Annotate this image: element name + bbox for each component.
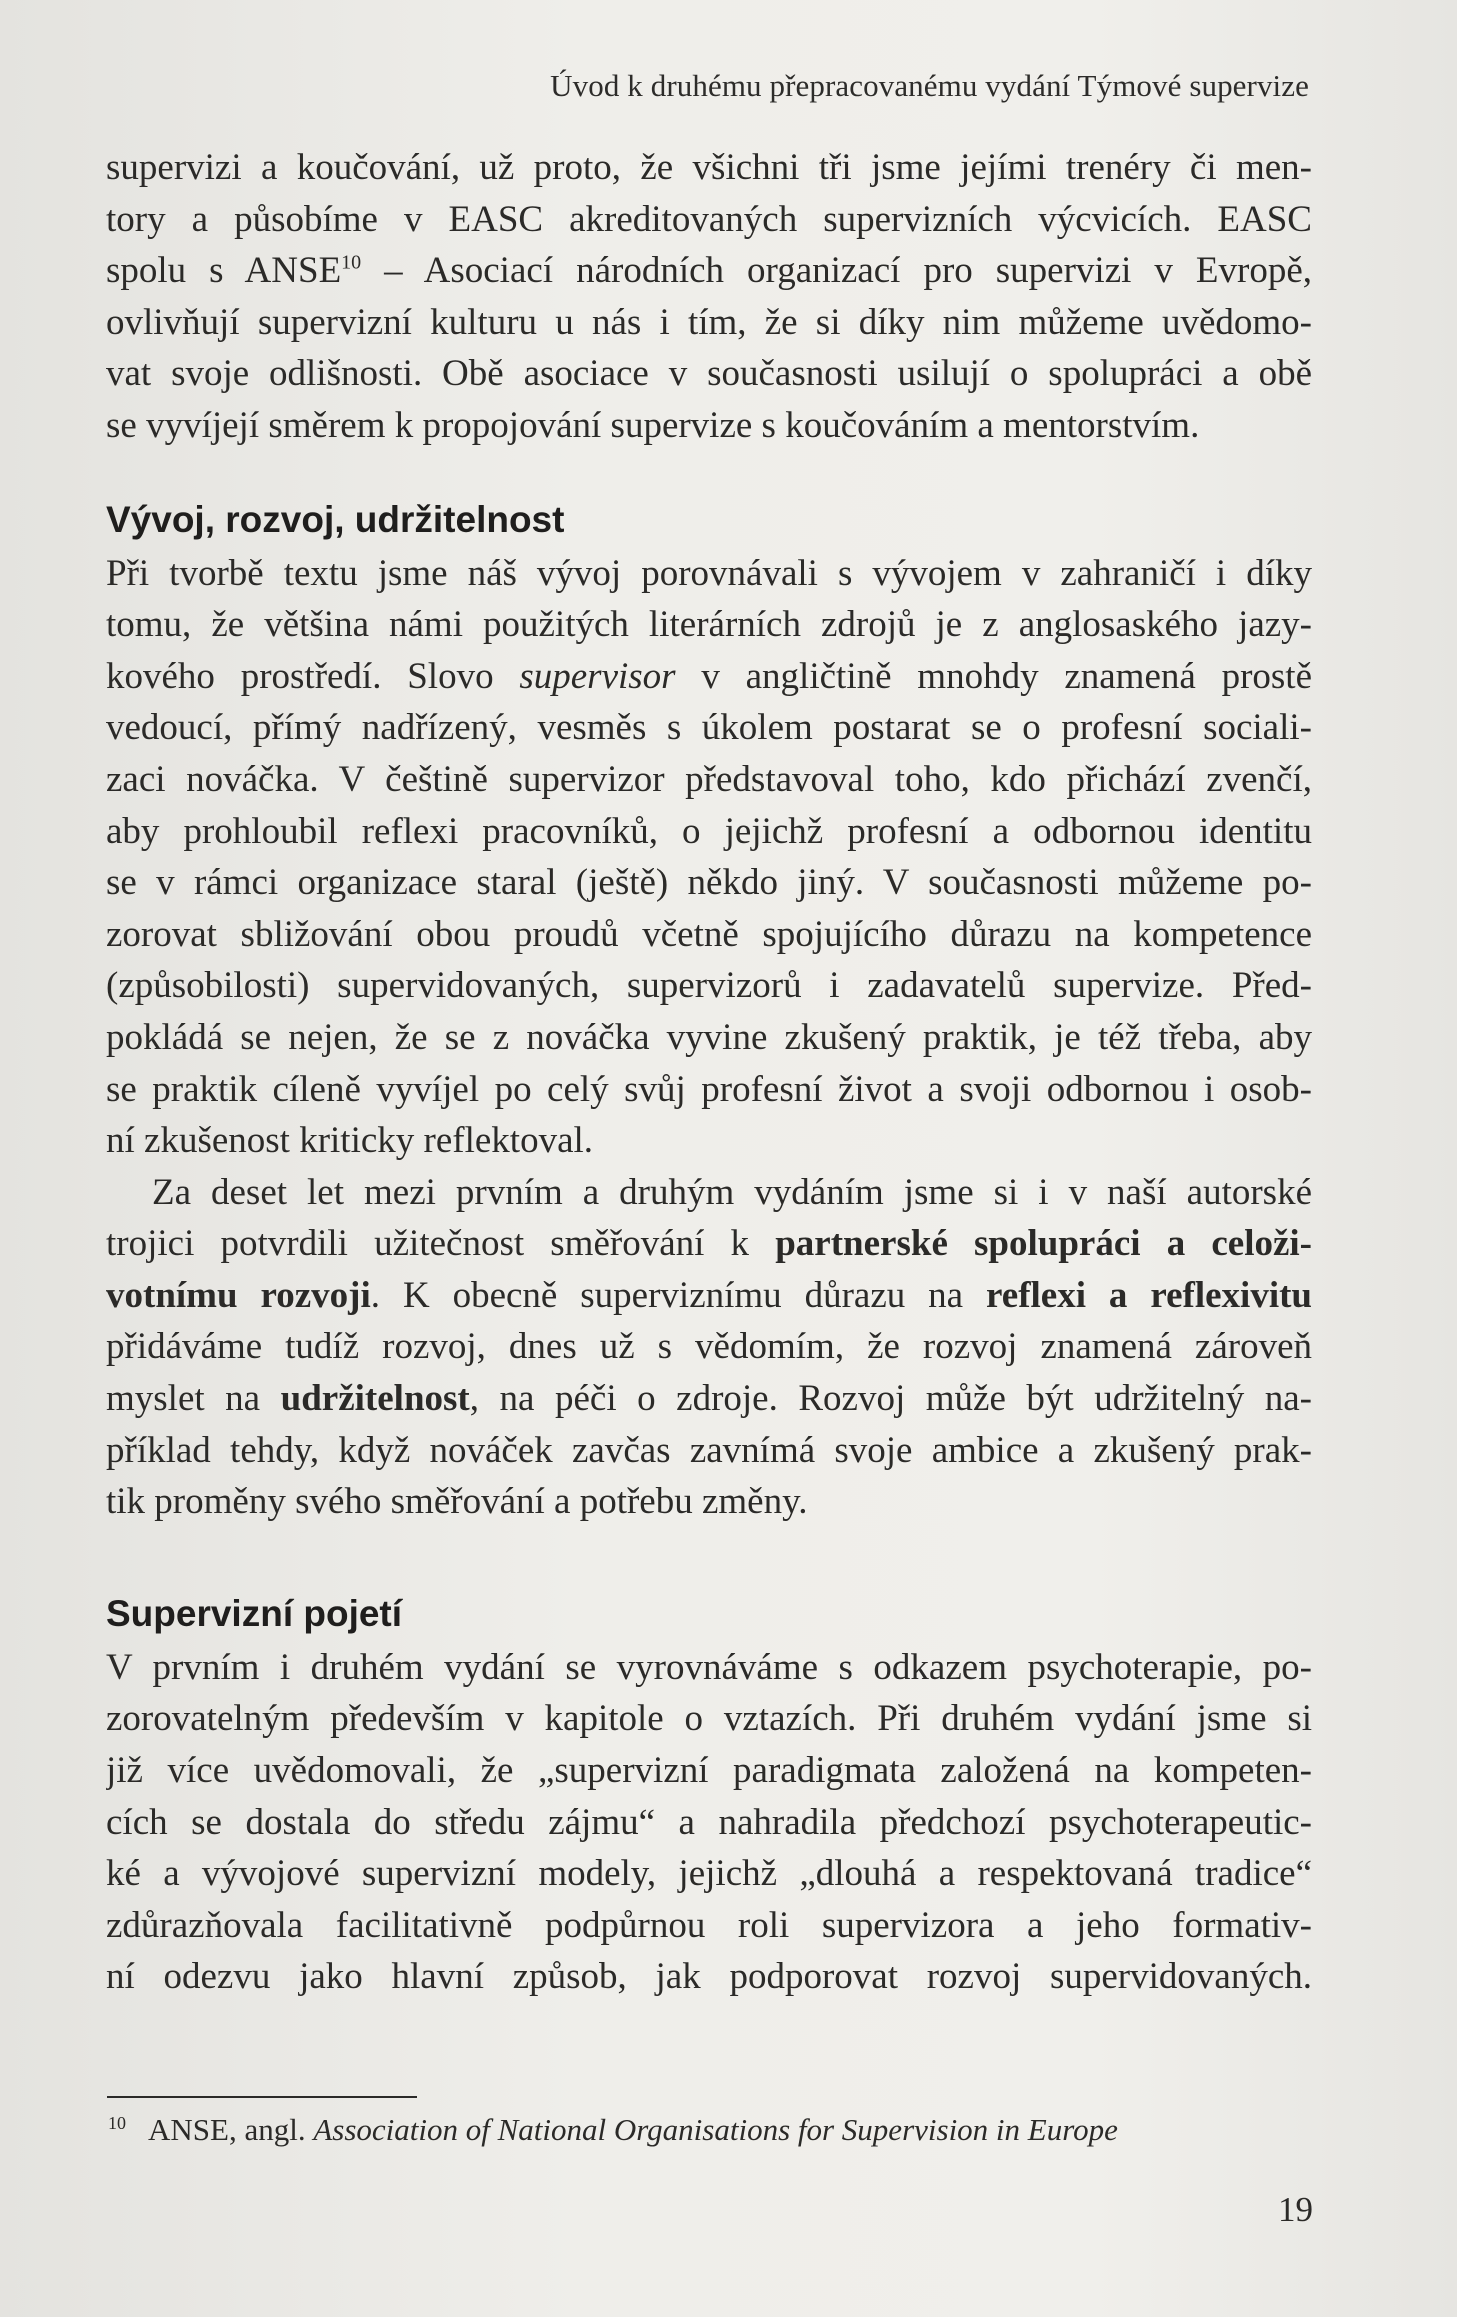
paragraph-decade <box>106 1167 1312 1528</box>
footnote-divider <box>107 2096 417 2098</box>
page-number: 19 <box>1278 2190 1313 2229</box>
bold-term: udržitelnost <box>280 1378 470 1420</box>
text-line: přidáváme tudíž rozvoj, dnes už s vědomím, že rozvoj znamená zároveň <box>106 1326 1312 1368</box>
text-line <box>106 245 1312 297</box>
text-run: . K obecně superviznímu důrazu na <box>370 1274 987 1316</box>
text-line: se praktik cíleně vyvíjel po celý svůj profesní život a svoji odbornou i osob- <box>106 1068 1312 1110</box>
text-run: v angličtině mnohdy znamená prostě <box>675 655 1312 697</box>
text-line: ní zkušenost kriticky reflektoval. <box>106 1120 594 1162</box>
footnote <box>108 2112 1118 2148</box>
text-run: , na péči o zdroje. Rozvoj může být udržitelný na- <box>469 1378 1312 1420</box>
text-line: zdůrazňovala facilitativně podpůrnou roli supervizora a jeho formativ- <box>106 1904 1312 1946</box>
text-line: vedoucí, přímý nadřízený, vesměs s úkolem postarat se o profesní sociali- <box>106 707 1312 749</box>
text-line: tik proměny svého směřování a potřebu změny. <box>106 1481 808 1523</box>
section-heading: Supervizní pojetí <box>106 1592 403 1634</box>
text-line: tomu, že většina námi použitých literárních zdrojů je z anglosaského jazy- <box>106 604 1312 646</box>
text-line: zaci nováčka. V češtině supervizor představoval toho, kdo přichází zvenčí, <box>106 758 1312 800</box>
text-line: vat svoje odlišnosti. Obě asociace v současnosti usilují o spolupráci a obě <box>106 353 1312 395</box>
text-line: se v rámci organizace staral (ještě) někdo jiný. V současnosti můžeme po- <box>106 862 1312 904</box>
text-run: kového prostředí. Slovo <box>106 655 520 697</box>
text-run: myslet na <box>106 1378 281 1420</box>
paragraph-intro <box>106 142 1312 452</box>
paragraph-concept <box>106 1642 1312 2003</box>
text-line <box>106 1270 1312 1322</box>
text-line <box>106 1373 1312 1425</box>
text-line: ovlivňují supervizní kulturu u nás i tím, že si díky nim můžeme uvědomo- <box>106 301 1312 343</box>
text-line: zorovatelným především v kapitole o vztazích. Při druhém vydání jsme si <box>106 1698 1312 1740</box>
footnote-italic: Association of National Organisations for Supervision in Europe <box>313 2112 1118 2147</box>
footnote-number: 10 <box>108 2112 126 2133</box>
text-line: tory a působíme v EASC akreditovaných supervizních výcvicích. EASC <box>106 198 1312 240</box>
text-line: supervizi a koučování, už proto, že všichni tři jsme jejími trenéry či men- <box>106 147 1312 188</box>
text-line: ké a vývojové supervizní modely, jejichž „dlouhá a respektovaná tradice“ <box>106 1853 1312 1895</box>
text-line: cích se dostala do středu zájmu“ a nahradila předchozí psychoterapeutic- <box>106 1801 1312 1843</box>
text-line: příklad tehdy, když nováček zavčas zavnímá svoje ambice a zkušený prak- <box>106 1429 1312 1471</box>
text-line <box>106 1218 1312 1270</box>
text-line: již více uvědomovali, že „supervizní paradigmata založená na kompeten- <box>106 1750 1312 1792</box>
bold-term: partnerské spolupráci a celoži- <box>775 1223 1312 1265</box>
text-line: V prvním i druhém vydání se vyrovnáváme s odkazem psychoterapie, po- <box>106 1646 1312 1688</box>
section-heading: Vývoj, rozvoj, udržitelnost <box>106 498 565 540</box>
text-run: – Asociací národních organizací pro supervizi v Evropě, <box>361 250 1312 292</box>
text-line: zorovat sbližování obou proudů včetně spojujícího důrazu na kompetence <box>106 913 1312 955</box>
body-text <box>106 142 1312 2003</box>
text-run: spolu s ANSE <box>106 250 342 292</box>
footnote-ref: 10 <box>341 251 362 274</box>
text-line: Při tvorbě textu jsme náš vývoj porovnávali s vývojem v zahraničí i díky <box>106 552 1312 594</box>
text-line: pokládá se nejen, že se z nováčka vyvine zkušený praktik, je též třeba, aby <box>106 1016 1312 1058</box>
bold-term: votnímu rozvoji <box>106 1274 371 1316</box>
text-line: ní odezvu jako hlavní způsob, jak podporovat rozvoj supervidovaných. <box>106 1956 1312 1998</box>
text-line: (způsobilosti) supervidovaných, supervizorů i zadavatelů supervize. Před- <box>106 965 1312 1007</box>
paragraph-development <box>106 548 1312 1167</box>
italic-term: supervisor <box>519 655 676 697</box>
text-line: se vyvíjejí směrem k propojování supervize s koučováním a mentorstvím. <box>106 404 1200 446</box>
text-line: Za deset let mezi prvním a druhým vydáním jsme si i v naší autorské <box>152 1171 1312 1213</box>
text-line <box>106 651 1312 703</box>
footnote-text: ANSE, angl. <box>148 2112 314 2147</box>
running-head: Úvod k druhému přepracovanému vydání Týmové supervize <box>550 68 1309 103</box>
text-line: aby prohloubil reflexi pracovníků, o jejichž profesní a odbornou identitu <box>106 810 1312 852</box>
bold-term: reflexi a reflexivitu <box>986 1274 1312 1316</box>
text-run: trojici potvrdili užitečnost směřování k <box>106 1223 776 1265</box>
